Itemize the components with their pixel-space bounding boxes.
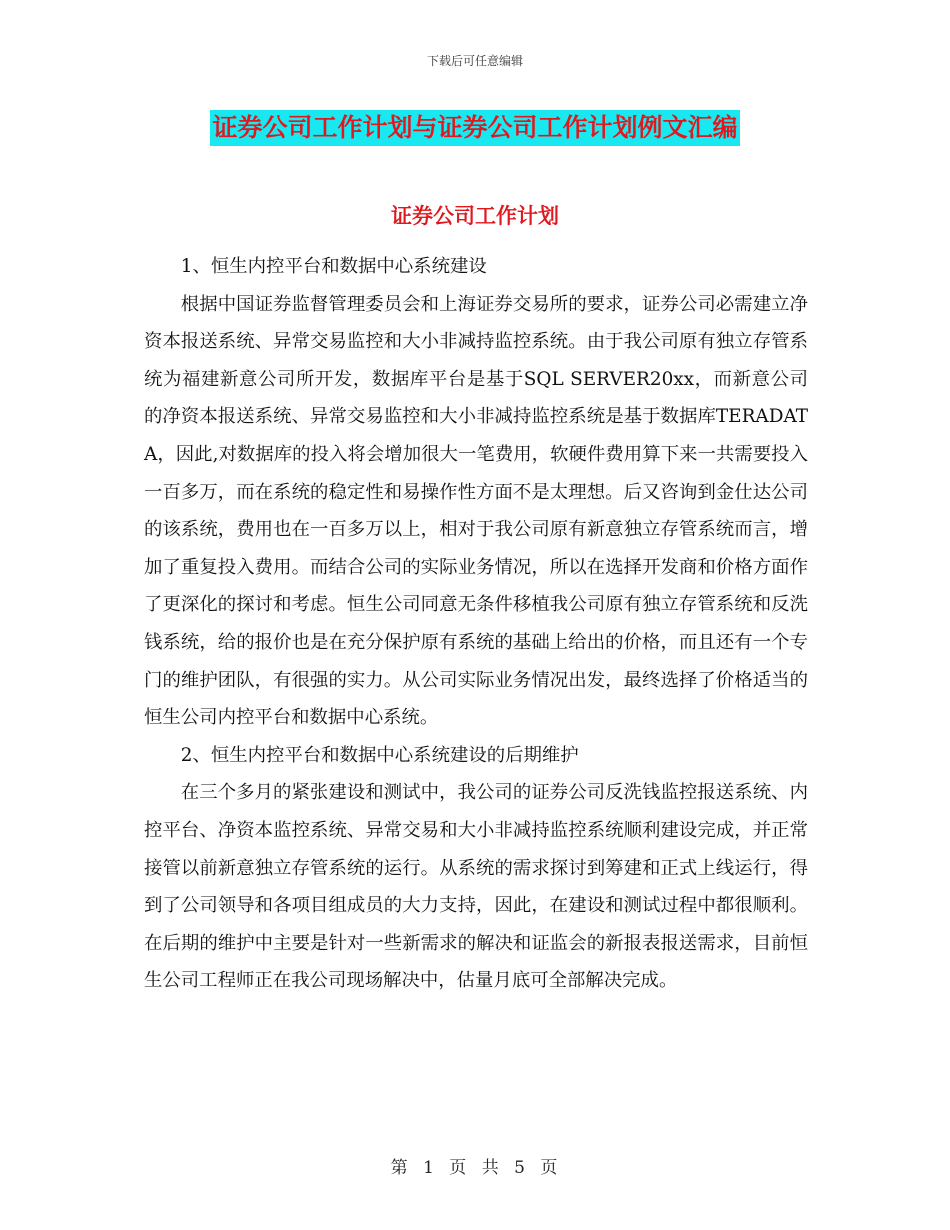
body-paragraph: 在三个多月的紧张建设和测试中，我公司的证券公司反洗钱监控报送系统、内控平台、净资本监控系统、异常交易和大小非减持监控系统顺利建设完成，并正常接管以前新意独立存管系统的运行。从系统的需求探讨到筹建和正式上线运行，得到了公司领导和各项目组成员的大力支持，因此，在建设和测试过程中都很顺利。在后期的维护中主要是针对一些新需求的解决和证监会的新报表报送需求，目前恒生公司工程师正在我公司现场解决中，估量月底可全部解决完成。: [144, 782, 808, 992]
header-note: 下载后可任意编辑: [426, 54, 523, 68]
heading-item-2: 2、恒生内控平台和数据中心系统建设的后期维护: [180, 744, 579, 766]
document-title: 证券公司工作计划与证券公司工作计划例文汇编: [210, 110, 739, 146]
main-title-container: [0, 110, 950, 146]
body-paragraph: 根据中国证券监督管理委员会和上海证券交易所的要求，证券公司必需建立净资本报送系统、异常交易监控和大小非减持监控系统。由于我公司原有独立存管系统为福建新意公司所开发，数据库平台是基于SQL SERVER20xx，而新意公司的净资本报送系统、异常交易监控和大小非减持监控系统是基于数据库TERADATA，因此,对数据库的投入将会增加很大一笔费用，软硬件费用算下来一共需要投入一百多万，而在系统的稳定性和易操作性方面不是太理想。后又咨询到金仕达公司的该系统，费用也在一百多万以上，相对于我公司原有新意独立存管系统而言，增加了重复投入费用。而结合公司的实际业务情况，所以在选择开发商和价格方面作了更深化的探讨和考虑。恒生公司同意无条件移植我公司原有独立存管系统和反洗钱系统，给的报价也是在充分保护原有系统的基础上给出的价格，而且还有一个专门的维护团队，有很强的实力。从公司实际业务情况出发，最终选择了价格适当的恒生公司内控平台和数据中心系统。: [144, 293, 808, 729]
page-number: 第 1 页 共 5 页: [390, 1158, 560, 1178]
heading-item-1: 1、恒生内控平台和数据中心系统建设: [180, 256, 487, 277]
section-title: 证券公司工作计划: [391, 204, 559, 228]
document-body: [144, 248, 808, 1000]
